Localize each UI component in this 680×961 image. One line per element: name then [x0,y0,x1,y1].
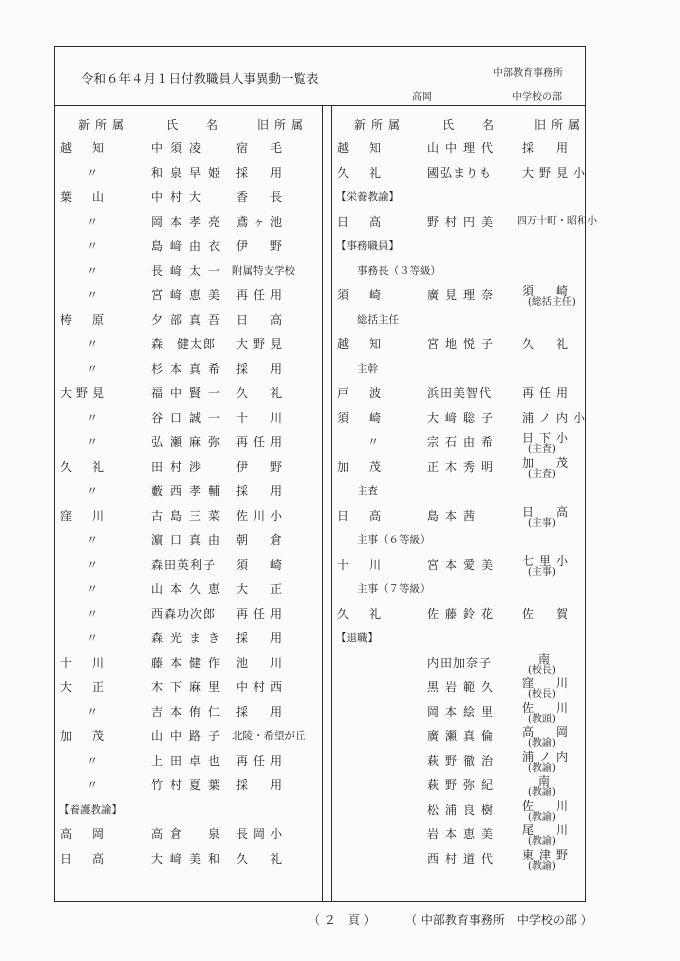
person-name: 田村渉 [151,459,209,474]
new-affiliation: 窪 川 [60,508,109,523]
new-affiliation: 高 岡 [60,827,109,841]
school-name: 高岡 [412,92,432,103]
person-name: 福中賢一 [151,386,228,400]
old-affiliation: 再任用 [236,606,288,621]
old-affiliation: 日下小 [522,431,574,445]
ditto-mark: 〃 [86,533,99,547]
old-affiliation: 採 用 [236,631,288,645]
new-affiliation: 大野見 [60,386,109,400]
ditto-mark: 〃 [86,435,99,449]
old-affiliation: 南 [538,651,556,666]
document-title: 令和６年４月１日付教職員人事異動一覧表 [81,71,319,86]
old-affiliation: 佐 川 [522,798,574,813]
old-affiliation: 朝 倉 [236,533,288,547]
person-name: 浜田美智代 [427,386,493,400]
person-name: 杉本真希 [151,361,228,376]
person-name: 萩野弥紀 [427,778,500,792]
left-header-new: 新所属 [78,118,130,132]
new-affiliation: 越 知 [337,141,386,155]
old-affiliation: 大野見小 [522,165,591,180]
position-note: (教諭) [528,860,556,872]
old-affiliation: 採 用 [236,165,288,180]
new-affiliation: 葉 山 [60,190,109,204]
section-label: 【養護教諭】 [59,803,122,816]
right-header-new: 新所属 [354,118,406,132]
person-name: 西森功次郎 [151,606,217,621]
ditto-mark: 〃 [86,557,99,572]
section-name: 中学校の部 [512,92,562,103]
new-affiliation: 大 正 [60,680,109,694]
new-affiliation: 加 茂 [337,459,386,474]
new-affiliation: 久 礼 [60,459,109,474]
person-name: 松浦良樹 [427,802,500,817]
old-affiliation: 佐川小 [236,508,288,523]
old-affiliation: 採 用 [236,361,288,376]
ditto-mark: 〃 [86,753,99,768]
old-affiliation: 高 岡 [522,725,574,739]
person-name: 山本久恵 [151,582,228,596]
footer-office: （ 中部教育事務所 中学校の部 ） [405,913,593,927]
old-affiliation: 須 崎 [522,284,574,298]
old-affiliation: 採 用 [236,484,288,498]
old-affiliation: 附属特支学校 [232,264,295,277]
old-affiliation: 大 正 [236,582,288,596]
ditto-mark: 〃 [86,631,99,645]
person-name: 弘瀬麻弥 [151,435,228,449]
new-affiliation: 日 高 [337,214,386,229]
person-name: 山中理代 [427,141,500,155]
header-divider [54,105,586,106]
position-note: (教諭) [528,811,556,823]
new-affiliation: 須 崎 [337,410,386,425]
person-name: 岡本絵里 [427,704,500,719]
new-affiliation: 久 礼 [337,606,386,621]
left-header-name: 氏 名 [166,118,227,132]
person-name: 森光まき [151,631,228,645]
person-name: 黒岩範久 [427,680,500,694]
person-name: 高倉 泉 [151,827,228,841]
ditto-mark: 〃 [86,239,99,253]
person-name: 山中路子 [151,729,228,743]
ditto-mark: 〃 [86,361,99,376]
old-affiliation: 日 高 [522,504,574,519]
new-affiliation: 日 高 [337,508,386,523]
old-affiliation: 宿 毛 [236,141,288,155]
new-affiliation: 久 礼 [337,165,386,180]
new-affiliation: 戸 波 [337,386,386,400]
new-affiliation: 須 崎 [337,288,386,302]
right-header-name: 氏 名 [442,118,503,132]
new-affiliation: 十 川 [60,655,109,670]
right-header-old: 旧所属 [534,118,586,132]
new-affiliation: 越 知 [337,337,386,351]
position-note: (教諭) [528,762,556,774]
position-note: (教頭) [528,713,556,725]
person-name: 大﨑聡子 [427,410,500,425]
ditto-mark: 〃 [86,165,99,180]
person-name: 宗石由希 [427,435,500,449]
grade-label: 事務長（３等級） [357,264,441,277]
person-name: 上田卓也 [151,753,228,768]
old-affiliation: 窪 川 [522,676,574,690]
position-note: (主事) [528,566,556,578]
old-affiliation: 十 川 [236,410,288,425]
old-affiliation: 再任用 [522,386,574,400]
person-name: 吉本侑仁 [151,704,228,719]
ditto-mark: 〃 [86,288,99,302]
grade-label: 主査 [357,485,378,497]
old-affiliation: 四万十町・昭和小 [517,215,597,227]
old-affiliation: 採 用 [236,778,288,792]
new-affiliation: 梼 原 [60,312,109,327]
person-name: 正木秀明 [427,459,500,474]
new-affiliation: 日 高 [60,851,109,866]
old-affiliation: 七里小 [522,553,574,568]
column-divider [322,105,323,902]
person-name: 野村円美 [427,214,500,229]
old-affiliation: 尾 川 [522,823,574,837]
person-name: 森 健太郎 [151,337,217,351]
ditto-mark: 〃 [86,778,99,792]
person-name: 木下麻里 [151,680,228,694]
person-name: 廣瀬真倫 [427,729,500,743]
person-name: 西村道代 [427,851,500,866]
page-number: （ ２ 頁 ） [308,913,376,927]
ditto-mark: 〃 [86,484,99,498]
position-note: (教諭) [528,738,556,749]
person-name: 谷口誠一 [151,410,228,425]
new-affiliation: 越 知 [60,141,109,155]
person-name: 宮地悦子 [427,337,500,351]
old-affiliation: 久 礼 [236,851,288,866]
old-affiliation: 伊 野 [236,459,288,474]
ditto-mark: 〃 [367,435,380,449]
old-affiliation: 香 長 [236,190,288,204]
office-name: 中部教育事務所 [493,68,563,79]
old-affiliation: 再任用 [236,753,288,768]
person-name: 大﨑美和 [151,851,228,866]
person-name: 古島三菜 [151,508,228,523]
position-note: (校長) [528,664,556,676]
left-header-old: 旧所属 [257,118,309,132]
person-name: 國弘まりも [427,165,493,180]
grade-label: 主幹 [357,362,378,375]
person-name: 岡本孝亮 [151,214,228,229]
old-affiliation: 東津野 [522,847,574,862]
old-affiliation: 佐 賀 [522,606,574,621]
person-name: 島本茜 [427,508,482,523]
ditto-mark: 〃 [86,214,99,229]
old-affiliation: 伊 野 [236,239,288,253]
new-affiliation: 十 川 [337,557,386,572]
old-affiliation: 中村西 [236,680,288,694]
person-name: 岩本恵美 [427,827,500,841]
position-note: (総括主任) [528,297,576,308]
new-affiliation: 加 茂 [60,729,109,743]
position-note: (校長) [528,689,556,700]
person-name: 中須凌 [151,141,209,155]
old-affiliation: 大野見 [236,337,288,351]
section-label: 【栄養教諭】 [336,191,399,203]
person-name: 藤本健作 [151,655,228,670]
old-affiliation: 採 用 [236,704,288,719]
section-label: 【事務職員】 [336,240,399,252]
grade-label: 主事（７等級） [357,583,431,595]
old-affiliation: 佐 川 [522,700,574,715]
old-affiliation: 池 川 [236,655,288,670]
old-affiliation: 浦ノ内小 [522,410,591,425]
ditto-mark: 〃 [86,582,99,596]
old-affiliation: 須 崎 [236,557,288,572]
ditto-mark: 〃 [86,704,99,719]
person-name: 宮本愛美 [427,557,500,572]
person-name: 竹村夏葉 [151,778,228,792]
position-note: (教諭) [528,787,556,798]
position-note: (主事) [528,517,556,529]
old-affiliation: 久 礼 [522,337,574,351]
position-note: (教諭) [528,836,556,847]
old-affiliation: 再任用 [236,435,288,449]
grade-label: 主事（６等級） [357,534,431,546]
old-affiliation: 再任用 [236,288,288,302]
old-affiliation: 北陵・希望が丘 [232,730,306,742]
person-name: 内田加奈子 [427,655,493,670]
old-affiliation: 南 [538,774,556,788]
person-name: 夕部真吾 [151,312,228,327]
old-affiliation: 採 用 [522,141,574,155]
person-name: 宮﨑恵美 [151,288,228,302]
person-name: 藪西孝輔 [151,484,228,498]
column-divider [331,105,332,902]
person-name: 島﨑由衣 [151,239,228,253]
ditto-mark: 〃 [86,606,99,621]
person-name: 廣見理奈 [427,288,500,302]
position-note: (主査) [528,444,556,455]
ditto-mark: 〃 [86,263,99,278]
old-affiliation: 久 礼 [236,386,288,400]
person-name: 中村大 [151,190,209,204]
ditto-mark: 〃 [86,337,99,351]
person-name: 長﨑太一 [151,263,228,278]
ditto-mark: 〃 [86,410,99,425]
person-name: 森田英利子 [151,557,217,572]
section-label: 【退職】 [336,632,378,644]
old-affiliation: 鳶ヶ池 [236,214,288,229]
person-name: 萩野徹治 [427,753,500,768]
grade-label: 総括主任 [357,313,399,326]
position-note: (主査) [528,468,556,480]
old-affiliation: 長岡小 [236,827,288,841]
table-frame [54,46,586,902]
person-name: 濵口真由 [151,533,228,547]
old-affiliation: 浦ノ内 [522,749,574,764]
old-affiliation: 日 高 [236,312,288,327]
person-name: 佐藤鈴花 [427,606,500,621]
old-affiliation: 加 茂 [522,455,574,470]
person-name: 和泉早姫 [151,165,228,180]
